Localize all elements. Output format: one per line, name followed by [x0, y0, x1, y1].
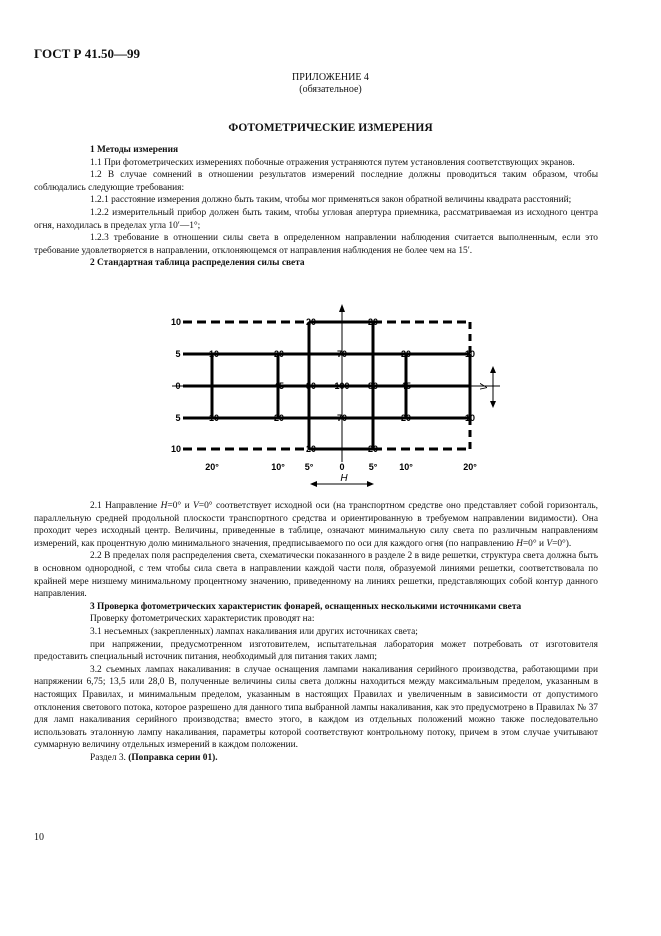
paragraph-3-1: 3.1 несъемных (закрепленных) лампах накаливания или других источниках света;	[90, 626, 418, 637]
section-2-heading: 2 Стандартная таблица распределения силы света	[90, 258, 305, 269]
col-label-20-left: 20°	[205, 462, 219, 472]
section-1-heading: 1 Методы измерения	[90, 145, 179, 155]
cell-r5t-1: 10	[208, 349, 220, 359]
paragraph-1-2-1: 1.2.1 расстояние измерения должно быть таким, чтобы мог применяться закон обратной величины квадрата расстояний;	[90, 195, 572, 206]
cell-r5b-1: 10	[208, 413, 220, 423]
cell-r5b-3: 70	[336, 413, 348, 423]
cell-r0-1: 45	[273, 381, 285, 391]
section-1	[34, 144, 598, 270]
cell-r0-4: 80	[367, 381, 379, 391]
main-title: ФОТОМЕТРИЧЕСКИЕ ИЗМЕРЕНИЯ	[228, 122, 433, 134]
paragraph-2-2: 2.2 В пределах поля распределения света, схематически показанного в разделе 2 в виде решетки, структура света должна быть в основном однородной, с тем чтобы сила света в направлении каждой части поля, образуемой линиями решетки, соответствовала по крайней мере низшему минимальному процентному значению, приведенному на линиях решетки, представляющих собой контур данного направления.	[34, 551, 598, 600]
cell-r0-5: 45	[400, 381, 412, 391]
cell-bottom-left-20: 20	[305, 444, 317, 454]
col-label-0: 0	[339, 462, 345, 472]
cell-r0-3: 100	[334, 381, 350, 391]
cell-bottom-right-20: 20	[367, 444, 379, 454]
col-label-10-left: 10°	[271, 462, 285, 472]
page-number: 10	[34, 832, 44, 843]
cell-r5t-2: 20	[273, 349, 285, 359]
col-label-10-right: 10°	[399, 462, 413, 472]
paragraph-3-2: 3.2 съемных лампах накаливания: в случае оснащения лампами накаливания серийного производства, работающими при напряжении 6,75; 13,5 или 28,0 В, полученные величины силы света должны находиться между максимальным пределом, указанным в настоящих Правилах, и минимальным пределом, указанным в настоящих Правилах и увеличенным в зависимости от допустимого отклонения светового потока, которое разрешено для данного типа выбранной лампы накаливания, как это предусмотрено в Правилах № 37 для ламп накаливания серийного производства; вместо этого, в каждом из отдельных положений можно также последовательно использовать эталонную лампу накаливания, параметры которой соответствуют контрольному потоку, причем в этом случае учитывают суммарную величину отдельных измерений в каждом положении.	[34, 664, 598, 751]
col-label-20-right: 20°	[463, 462, 477, 472]
paragraph-1-2: 1.2 В случае сомнений в отношении результатов измерений последние должны проводиться таким образом, чтобы соблюдались следующие требования:	[34, 170, 598, 193]
h-axis-label: H	[340, 473, 348, 484]
paragraph-3-intro: Проверку фотометрических характеристик проводят на:	[90, 614, 315, 625]
row-label-10-bottom: 10	[170, 444, 182, 454]
cell-r5b-2: 20	[273, 413, 285, 423]
cell-r5t-3: 70	[336, 349, 348, 359]
cell-r5b-4: 20	[400, 413, 412, 423]
section-2-text	[34, 500, 598, 764]
row-label-10-top: 10	[170, 317, 182, 327]
row-label-5-top: 5	[175, 349, 181, 359]
row-label-5-bottom: 5	[175, 413, 181, 423]
paragraph-1-2-3: 1.2.3 требование в отношении силы света в определенном направлении наблюдения считается выполненным, если это требование удовлетворяется в направлении, отклоняющемся от направления наблюдения не более чем на 15′.	[34, 233, 598, 256]
cell-top-right-20: 20	[367, 317, 379, 327]
cell-r0-2: 80	[305, 381, 317, 391]
col-label-5-left: 5°	[304, 462, 314, 472]
row-label-0: 0	[175, 381, 181, 391]
appendix-subtitle: (обязательное)	[299, 84, 362, 95]
paragraph-2-1: 2.1 Направление H=0° и V=0° соответствует исходной оси (на транспортном средстве оно представляет собой горизонталь, параллельную средней продольной плоскости транспортного средства и ориентированную в требуемом направлении видимости). Она проходит через исходный центр. Величины, приведенные в таблице, означают минимальную силу света по различным направлениям измерений, как процентную долю минимального значения, предписываемого по оси для каждого огня (по направлению H=0° и V=0°).	[34, 501, 598, 549]
cell-r5t-4: 20	[400, 349, 412, 359]
document-header: ГОСТ Р 41.50—99	[34, 46, 140, 61]
paragraph-1-2-2: 1.2.2 измерительный прибор должен быть таким, чтобы угловая апертура приемника, рассматриваемая из исходного центра огня, находилась в пределах угла 10′—1°;	[34, 207, 598, 231]
cell-r5t-5: 10	[464, 349, 476, 359]
light-distribution-diagram	[0, 300, 661, 500]
v-axis-label: V	[479, 383, 490, 391]
cell-r5b-5: 10	[464, 413, 476, 423]
paragraph-3-1b: при напряжении, предусмотренном изготовителем, испытательная лаборатория может потребовать от изготовителя предоставить специальный источник питания, необходимый для питания таких ламп;	[34, 639, 598, 663]
amendment-note: Раздел 3. (Поправка серии 01).	[90, 752, 218, 763]
cell-top-left-20: 20	[305, 317, 317, 327]
section-3-heading: 3 Проверка фотометрических характеристик фонарей, оснащенных несколькими источниками света	[90, 601, 522, 612]
col-label-5-right: 5°	[368, 462, 378, 472]
paragraph-1-1: 1.1 При фотометрических измерениях побочные отражения устраняются путем установления соответствующих экранов.	[90, 157, 575, 168]
appendix-title: ПРИЛОЖЕНИЕ 4	[292, 72, 369, 83]
